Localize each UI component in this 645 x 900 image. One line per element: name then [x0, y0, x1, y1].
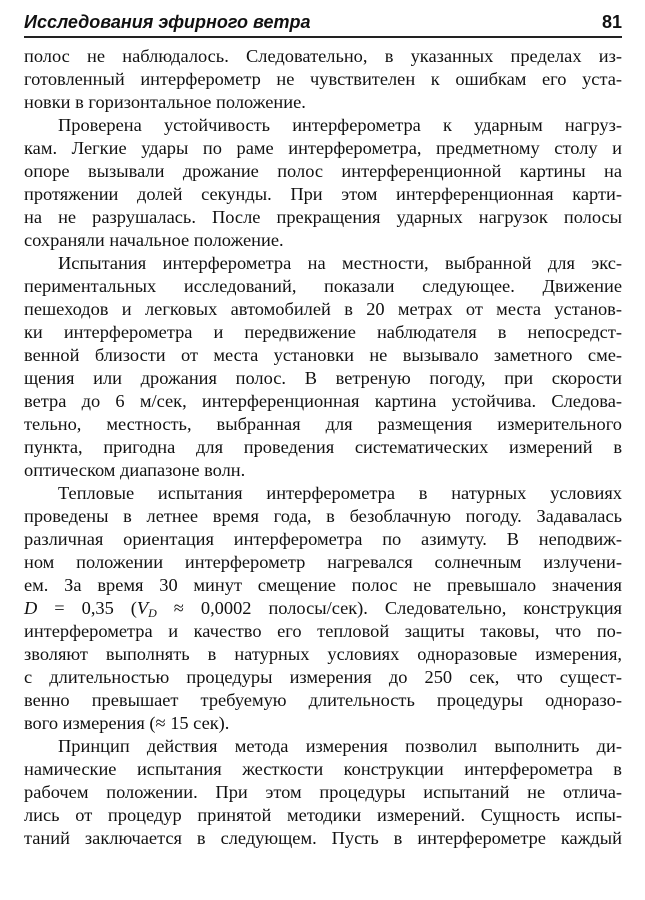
formula-variable-d: D [24, 598, 38, 618]
text-line: полос не наблюдалось. Следовательно, в указанных пределах из- [24, 46, 622, 66]
text-line: тельно, местность, выбранная для размещения измерительного [24, 414, 622, 434]
text-line: зволяют выполнять в натурных условиях одноразовые измерения, [24, 644, 622, 664]
formula-text: = 0,35 ( [37, 598, 137, 618]
text-line: вого измерения (≈ 15 сек). [24, 713, 230, 733]
text-line: сохраняли начальное положение. [24, 230, 284, 250]
text-line: рабочем положении. При этом процедуры испытаний не отлича- [24, 782, 622, 802]
text-line: периментальных исследований, показали следующее. Движение [24, 276, 622, 296]
text-line: Испытания интерферометра на местности, выбранной для экс- [58, 253, 622, 273]
text-line: кам. Легкие удары по раме интерферометра, предметному столу и [24, 138, 622, 158]
formula-text: ≈ 0,0002 полосы/сек). Следовательно, конструкция [156, 598, 622, 618]
text-line: ки интерферометра и передвижение наблюдателя в непосредст- [24, 322, 622, 342]
text-line: интерферометра и качество его тепловой защиты таковы, что по- [24, 621, 622, 641]
text-line: венно превышает требуемую длительность процедуры одноразо- [24, 690, 622, 710]
text-line: Тепловые испытания интерферометра в натурных условиях [58, 483, 622, 503]
running-title: Исследования эфирного ветра [24, 12, 311, 32]
text-line: намические испытания жесткости конструкции интерферометра в [24, 759, 622, 779]
page-number: 81 [601, 12, 622, 32]
text-line: лись от процедур принятой методики измерений. Сущность испы- [24, 805, 622, 825]
text-line: ном положении интерферометр нагревался солнечным излучени- [24, 552, 622, 572]
text-line: венной близости от места установки не вызывало заметного сме- [24, 345, 622, 365]
formula-variable-v: V [136, 598, 149, 618]
text-line [24, 597, 622, 620]
text-line: на не разрушалась. После прекращения ударных нагрузок полосы [24, 207, 622, 227]
text-line: с длительностью процедуры измерения до 250 сек, что сущест- [24, 667, 622, 687]
running-header [24, 10, 622, 38]
text-line: ем. За время 30 минут смещение полос не превышало значения [24, 575, 622, 595]
text-line: ветра до 6 м/сек, интерференционная картина устойчива. Следова- [24, 391, 622, 411]
text-line: новки в горизонтальное положение. [24, 92, 306, 112]
text-line: таний заключается в следующем. Пусть в интерферометре каждый [24, 828, 622, 848]
text-line: Принцип действия метода измерения позволил выполнить ди- [58, 736, 622, 756]
text-line: протяжении долей секунды. При этом интерференционная карти- [24, 184, 622, 204]
text-line: готовленный интерферометр не чувствителен к ошибкам его уста- [24, 69, 622, 89]
text-line: пункта, пригодна для проведения систематических измерений в [24, 437, 622, 457]
text-line: опоре вызывали дрожание полос интерференционной картины на [24, 161, 622, 181]
text-line: Проверена устойчивость интерферометра к ударным нагруз- [58, 115, 622, 135]
text-line: различная ориентация интерферометра по азимуту. В неподвиж- [24, 529, 622, 549]
text-line: оптическом диапазоне волн. [24, 460, 246, 480]
text-line: пешеходов и легковых автомобилей в 20 метрах от места установ- [24, 299, 622, 319]
body-text [24, 45, 622, 850]
text-line: проведены в летнее время года, в безоблачную погоду. Задавалась [24, 506, 622, 526]
formula-subscript: D [148, 606, 157, 620]
text-line: щения или дрожания полос. В ветреную погоду, при скорости [24, 368, 622, 388]
